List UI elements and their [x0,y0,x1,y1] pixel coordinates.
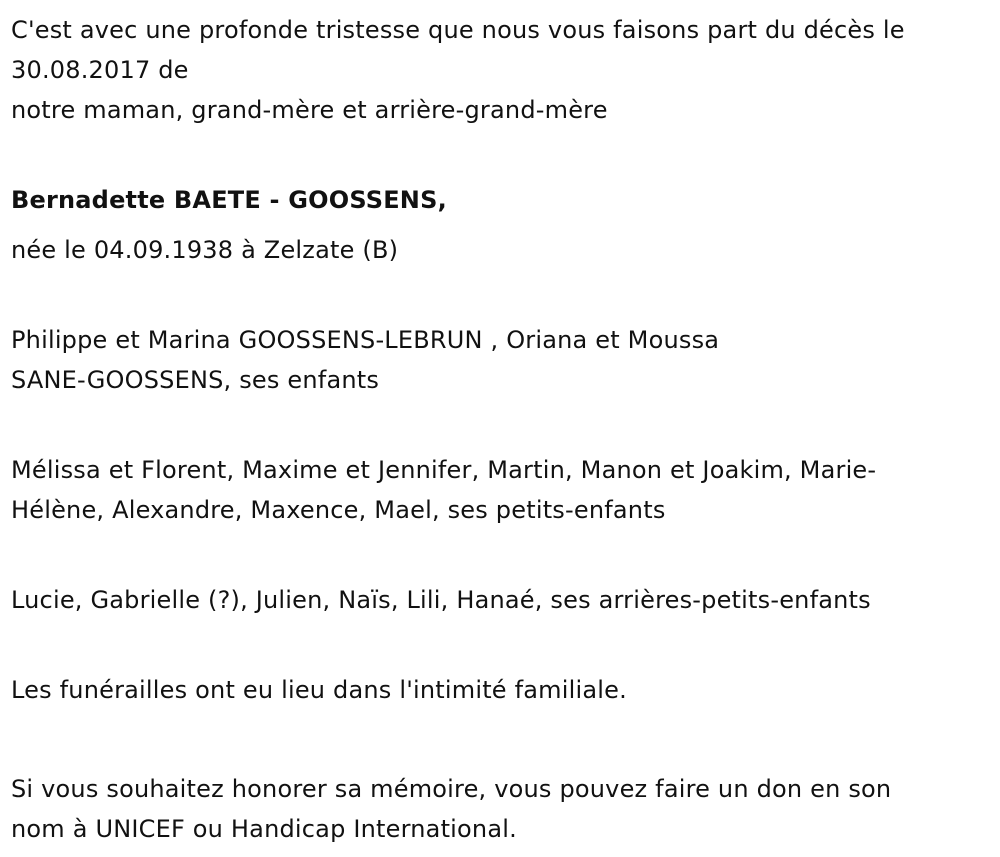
children-line-1: Philippe et Marina GOOSSENS-LEBRUN , Oriana et Moussa [11,326,720,354]
birth-info: née le 04.09.1938 à Zelzate (B) [11,236,399,264]
grandchildren-paragraph [11,450,991,530]
grandchildren-line-2: Hélène, Alexandre, Maxence, Mael, ses petits-enfants [11,496,666,524]
great-grandchildren-paragraph: Lucie, Gabrielle (?), Julien, Naïs, Lili, Hanaé, ses arrières-petits-enfants [11,586,871,614]
funeral-note: Les funérailles ont eu lieu dans l'intimité familiale. [11,676,627,704]
intro-paragraph [11,10,991,130]
intro-line-3: notre maman, grand-mère et arrière-grand-mère [11,96,608,124]
grandchildren-line-1: Mélissa et Florent, Maxime et Jennifer, Martin, Manon et Joakim, Marie- [11,456,877,484]
children-line-2: SANE-GOOSSENS, ses enfants [11,366,380,394]
donation-line-2: nom à UNICEF ou Handicap International. [11,815,517,843]
obituary-document [11,10,991,849]
donation-paragraph [11,769,991,849]
donation-line-1: Si vous souhaitez honorer sa mémoire, vous pouvez faire un don en son [11,775,892,803]
intro-line-2: 30.08.2017 de [11,56,189,84]
children-paragraph [11,320,991,400]
deceased-name: Bernadette BAETE - GOOSSENS, [11,186,447,214]
intro-line-1: C'est avec une profonde tristesse que nous vous faisons part du décès le [11,16,905,44]
